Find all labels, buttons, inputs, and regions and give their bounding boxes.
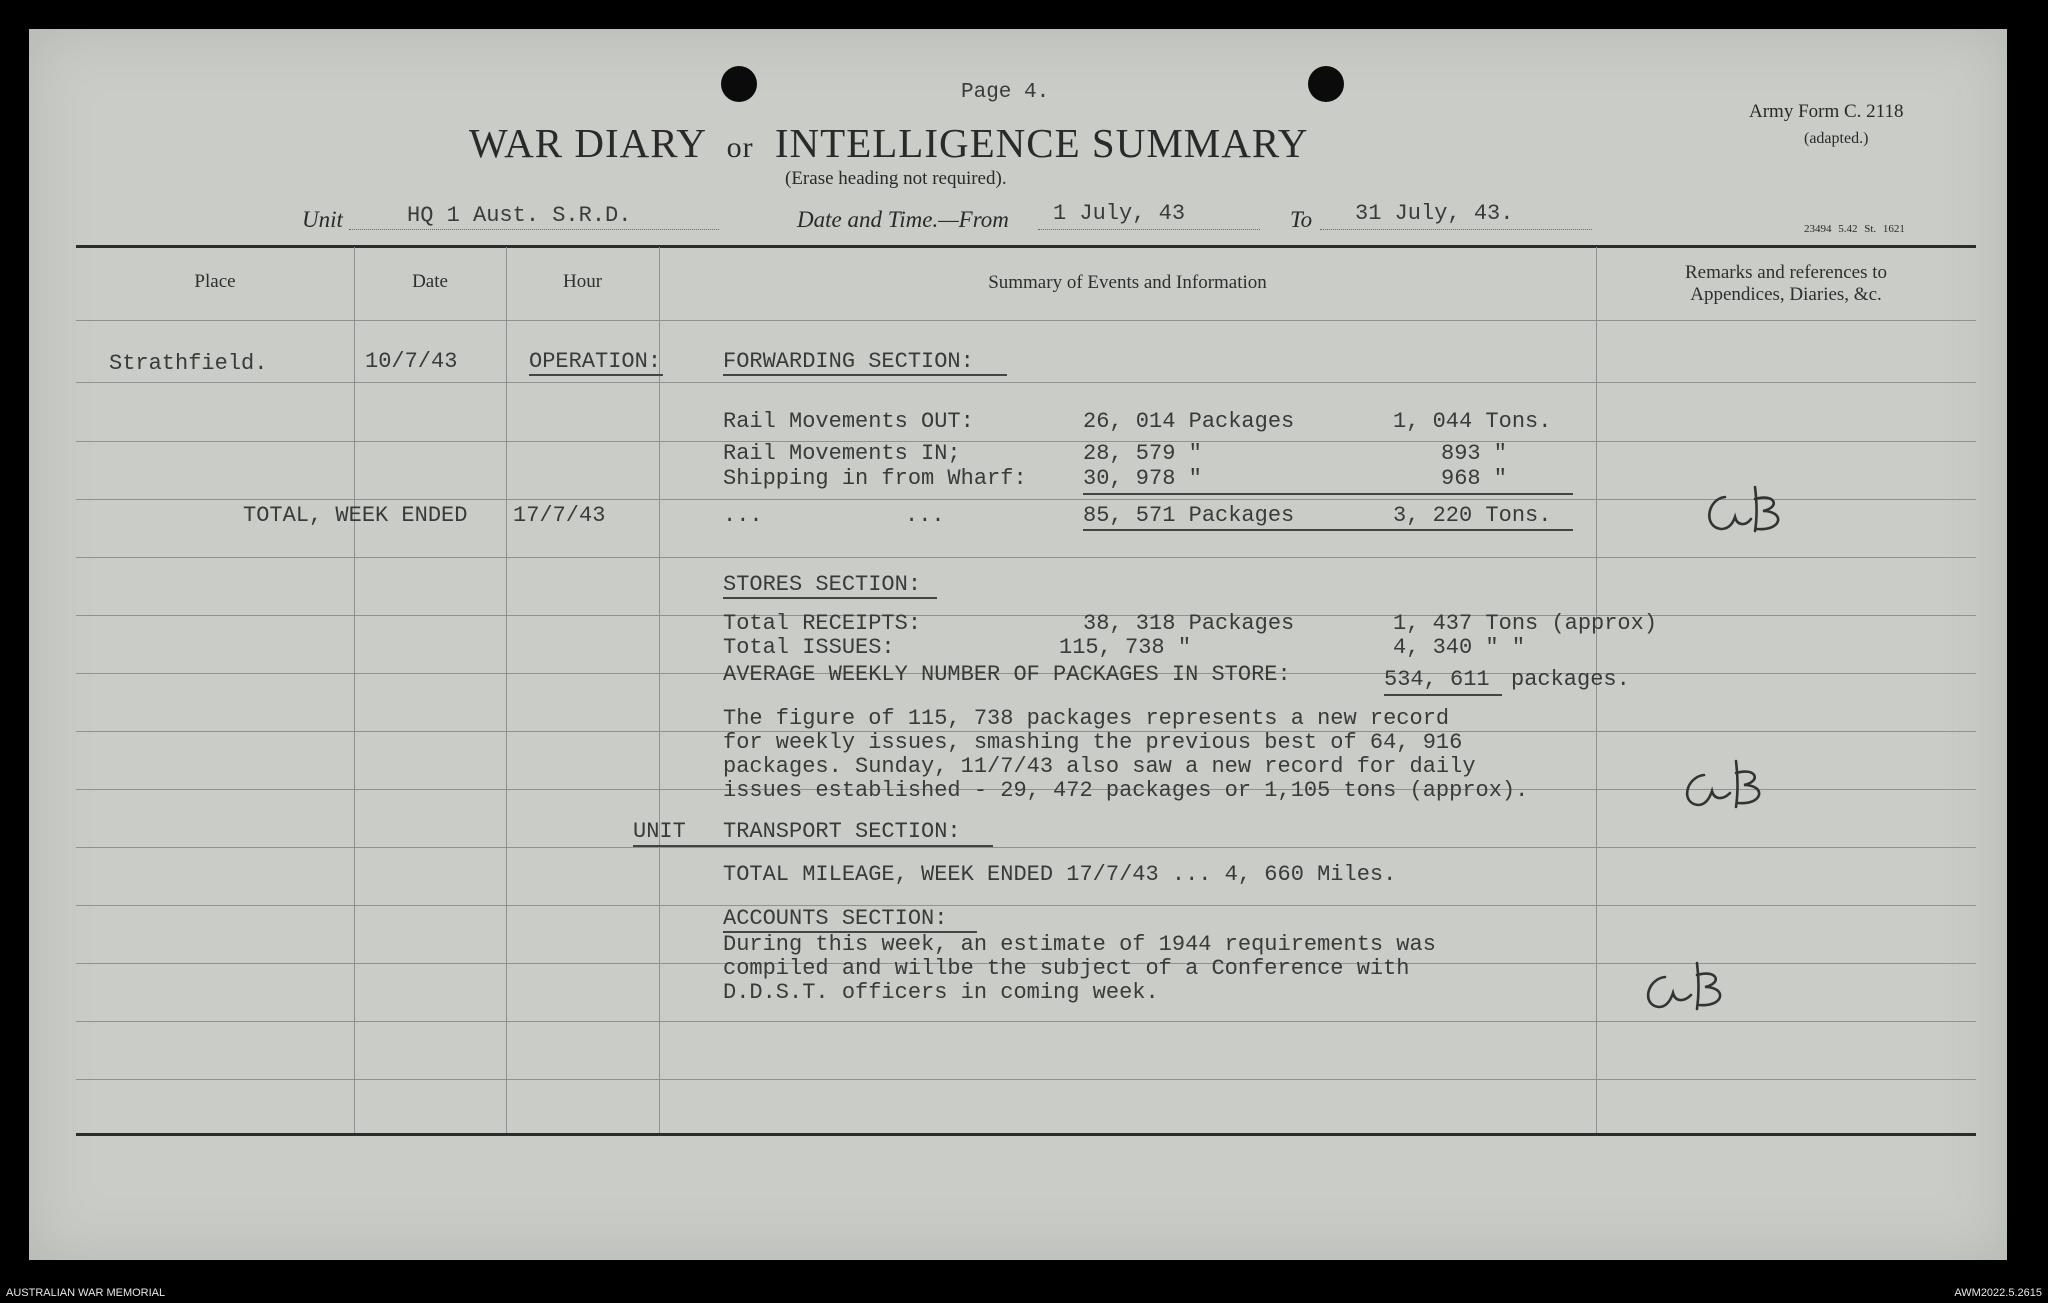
footer-archive-label: AUSTRALIAN WAR MEMORIAL [6, 1287, 166, 1299]
accounts-line-3: D.D.S.T. officers in coming week. [723, 980, 1159, 1005]
handwritten-initials-2 [1674, 751, 1794, 821]
issues-packages: 115, 738 " [1059, 635, 1192, 660]
average-unit: packages. [1511, 667, 1630, 692]
record-line-4: issues established - 29, 472 packages or 1,105 tons (approx). [723, 778, 1529, 803]
form-title-or: or [726, 131, 754, 164]
print-code: 23494 5.42 St. 1621 [1804, 223, 1905, 235]
underline-stores [723, 597, 937, 599]
unit-dotted-line [349, 229, 719, 230]
receipts-tons: 1, 437 Tons (approx) [1393, 611, 1658, 636]
entry-place: Strathfield. [109, 351, 268, 376]
mileage-line: TOTAL MILEAGE, WEEK ENDED 17/7/43 ... 4, 660 Miles. [723, 862, 1397, 887]
transport-section-heading: TRANSPORT SECTION: [723, 819, 961, 844]
form-title [469, 119, 1309, 167]
entry-date: 10/7/43 [365, 349, 458, 374]
ruled-line [76, 320, 1976, 321]
record-line-2: for weekly issues, smashing the previous best of 64, 916 [723, 730, 1463, 755]
receipts-label: Total RECEIPTS: [723, 611, 922, 636]
ruled-line [76, 847, 1976, 848]
form-title-left: WAR DIARY [469, 120, 706, 166]
unit-value: HQ 1 Aust. S.R.D. [407, 203, 632, 228]
column-header-remarks-line1: Remarks and references to [1684, 262, 1888, 283]
ruled-line [76, 615, 1976, 616]
footer-archive-reference: AWM2022.5.2615 [1954, 1287, 2042, 1299]
underline-average [1384, 694, 1502, 696]
underline-hour [529, 374, 663, 376]
ruled-line [76, 905, 1976, 906]
rail-out-tons: 1, 044 Tons. [1393, 409, 1552, 434]
column-divider-place-date [354, 247, 355, 1133]
column-header-hour: Hour [562, 271, 603, 292]
form-subtitle: (Erase heading not required). [785, 168, 1007, 189]
total-dots-2: ... [905, 503, 945, 528]
accounts-section-heading: ACCOUNTS SECTION: [723, 906, 948, 931]
record-line-1: The figure of 115, 738 packages represents a new record [723, 706, 1450, 731]
issues-label: Total ISSUES: [723, 635, 895, 660]
handwritten-initials-1 [1697, 479, 1807, 549]
column-divider-hour-summary [659, 247, 660, 1133]
army-form-number: Army Form C. 2118 [1749, 101, 1904, 122]
average-label: AVERAGE WEEKLY NUMBER OF PACKAGES IN STORE: [723, 662, 1291, 687]
total-week-label: TOTAL, WEEK ENDED [243, 503, 468, 528]
issues-tons: 4, 340 " " [1393, 635, 1526, 660]
total-dots-1: ... [723, 503, 763, 528]
from-dotted-line [1038, 229, 1260, 230]
punch-hole-right [1308, 66, 1344, 102]
rail-in-packages: 28, 579 " [1083, 441, 1202, 466]
entry-hour [529, 349, 661, 374]
to-label: To [1290, 207, 1313, 232]
average-value: 534, 611 [1384, 667, 1490, 692]
document-sheet [29, 29, 2007, 1260]
punch-hole-left [721, 66, 757, 102]
to-value: 31 July, 43. [1355, 201, 1514, 226]
ruled-line [76, 1021, 1976, 1022]
shipping-label: Shipping in from Wharf: [723, 466, 1027, 491]
column-header-place: Place [194, 271, 236, 292]
underline-transport [633, 845, 993, 847]
accounts-line-1: During this week, an estimate of 1944 requirements was [723, 932, 1436, 957]
rail-in-label: Rail Movements IN; [723, 441, 961, 466]
total-tons: 3, 220 Tons. [1393, 503, 1552, 528]
ruled-line [76, 382, 1976, 383]
accounts-line-2: compiled and willbe the subject of a Conference with [723, 956, 1410, 981]
from-value: 1 July, 43 [1053, 201, 1186, 226]
table-bottom-rule [76, 1133, 1976, 1136]
rail-in-tons: 893 " [1441, 441, 1508, 466]
to-dotted-line [1320, 229, 1592, 230]
column-header-date: Date [412, 271, 448, 292]
column-header-summary: Summary of Events and Information [988, 272, 1267, 293]
ruled-line [76, 1079, 1976, 1080]
ruled-line [76, 557, 1976, 558]
total-packages: 85, 571 Packages [1083, 503, 1295, 528]
stores-section-heading: STORES SECTION: [723, 572, 922, 597]
rail-out-label: Rail Movements OUT: [723, 409, 974, 434]
army-form-adapted: (adapted.) [1804, 130, 1869, 147]
underline-total [1083, 529, 1573, 531]
unit-word: UNIT [633, 819, 686, 844]
entry-hour-colon: : [647, 349, 662, 374]
ruled-line [76, 441, 1976, 442]
total-week-date: 17/7/43 [513, 503, 606, 528]
underline-shipping [1083, 493, 1573, 495]
shipping-packages: 30, 978 " [1083, 466, 1202, 491]
receipts-packages: 38, 318 Packages [1083, 611, 1295, 636]
column-header-remarks-line2: Appendices, Diaries, &c. [1690, 284, 1882, 305]
unit-label: Unit [302, 207, 343, 232]
handwritten-initials-3 [1637, 951, 1757, 1021]
column-divider-date-hour [506, 247, 507, 1133]
forwarding-section-heading: FORWARDING SECTION: [723, 349, 974, 374]
entry-hour-text: OPERATION [529, 349, 648, 374]
form-title-right: INTELLIGENCE SUMMARY [774, 120, 1309, 166]
table-top-rule [76, 245, 1976, 248]
ruled-line [76, 499, 1976, 500]
shipping-tons: 968 " [1441, 466, 1508, 491]
date-time-label: Date and Time.—From [797, 207, 1009, 232]
record-line-3: packages. Sunday, 11/7/43 also saw a new record for daily [723, 754, 1476, 779]
page-label: Page 4. [961, 81, 1050, 104]
rail-out-packages: 26, 014 Packages [1083, 409, 1295, 434]
underline-forwarding [723, 374, 1007, 376]
